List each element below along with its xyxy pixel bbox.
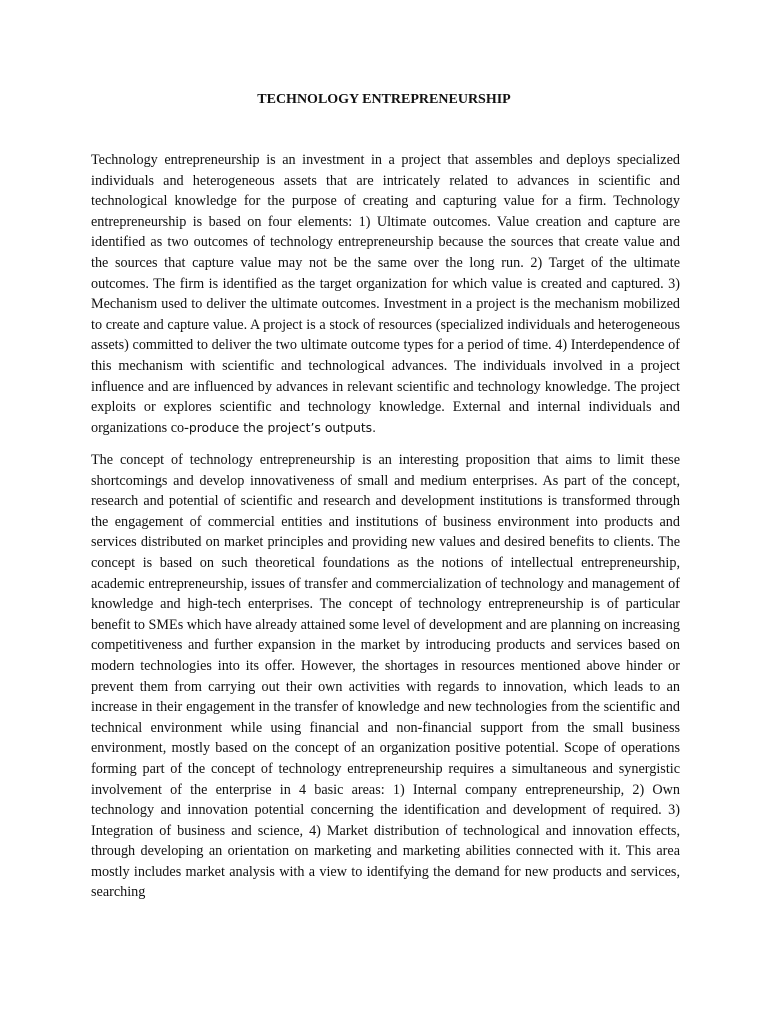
paragraph-1-tail: produce the project’s outputs.	[188, 419, 377, 435]
paragraph-2	[91, 450, 680, 903]
paragraph-2-text: The concept of technology entrepreneurship is an interesting proposition that aims to limit these shortcomings and develop innovativeness of small and medium enterprises. As part of the concept, research and potential of scientific and research and development institutions is transformed through the engagement of commercial entities and institutions of business environment into products and services distributed on market principles and providing new values and desired benefits to clients. The concept is based on such theoretical foundations as the notions of intellectual entrepreneurship, academic entrepreneurship, issues of transfer and commercialization of technology and management of knowledge and high-tech enterprises. The concept of technology entrepreneurship is of particular benefit to SMEs which have already attained some level of development and are planning on increasing competitiveness and further expansion in the market by introducing products and services based on modern technologies into its offer. However, the shortages in resources mentioned above hinder or prevent them from carrying out their own activities with regards to innovation, which leads to an increase in their engagement in the transfer of knowledge and new technologies from the scientific and technical environment while using financial and non-financial support from the small business environment, mostly based on the concept of an organization positive potential. Scope of operations forming part of the concept of technology entrepreneurship requires a simultaneous and synergistic involvement of the enterprise in 4 basic areas: 1) Internal company entrepreneurship, 2) Own technology and innovation potential concerning the identification and development of required. 3) Integration of business and science, 4) Market distribution of technological and innovation effects, through developing an orientation on marketing and marketing abilities connected with it. This area mostly includes market analysis with a view to identifying the demand for new products and services, searching	[91, 452, 680, 901]
document-title: TECHNOLOGY ENTREPRENEURSHIP	[257, 92, 511, 107]
paragraph-1-text: Technology entrepreneurship is an investment in a project that assembles and deploys specialized individuals and heterogeneous assets that are intricately related to advances in scientific and technological knowledge for the purpose of creating and capturing value for a firm. Technology entrepreneurship is based on four elements: 1) Ultimate outcomes. Value creation and capture are identified as two outcomes of technology entrepreneurship because the sources that create value and the sources that capture value may not be the same over the long run. 2) Target of the ultimate outcomes. The firm is identified as the target organization for which value is created and captured. 3) Mechanism used to deliver the ultimate outcomes. Investment in a project is the mechanism mobilized to create and capture value. A project is a stock of resources (specialized individuals and heterogeneous assets) committed to deliver the two ultimate outcome types for a period of time. 4) Interdependence of this mechanism with scientific and technological advances. The individuals involved in a project influence and are influenced by advances in relevant scientific and technology knowledge. The project exploits or explores scientific and technology knowledge. External and internal individuals and organizations co-	[91, 152, 680, 436]
paragraph-1	[91, 150, 680, 438]
